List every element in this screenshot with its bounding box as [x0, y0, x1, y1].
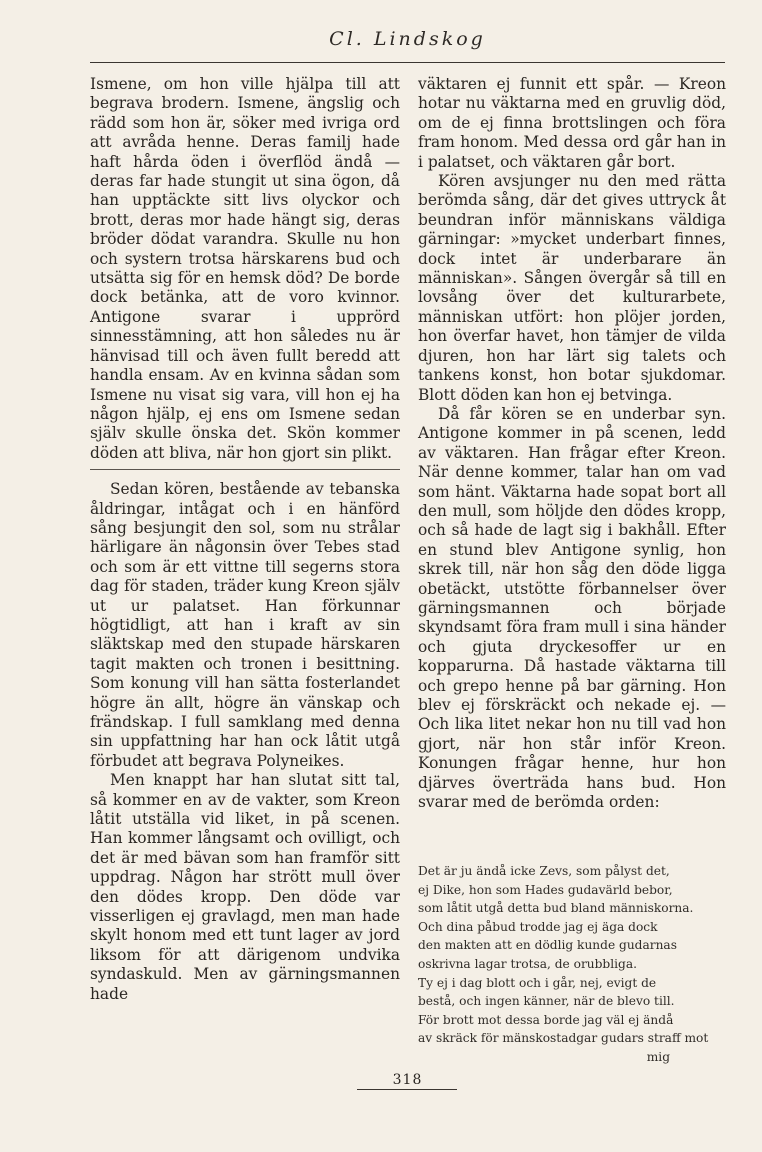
right-column	[418, 75, 726, 812]
paragraph: Ismene, om hon ville hjälpa till att begrava brodern. Ismene, ängslig och rädd som hon är, söker med ivriga ord att avråda henne. Deras familj hade haft hårda öden i överflöd ändå — deras far hade stungit ut sina ögon, då han upptäckte sitt livs olyckor och brott, deras mor hade hängt sig, deras bröder dödat varandra. Skulle nu hon och systern trotsa härskarens bud och utsätta sig för en hemsk död? De borde dock betänka, att de voro kvinnor. Antigone svarar i upprörd sinnesstämning, att hon således nu är hänvisad till och även fullt beredd att handla ensam. Av en kvinna sådan som Ismene nu visat sig vara, vill hon ej ha någon hjälp, ej ens om Ismene sedan själv skulle önska det. Skön kommer döden att bliva, när hon gjort sin plikt.	[90, 75, 400, 462]
poem-line: oskrivna lagar trotsa, de orubbliga.	[418, 956, 637, 971]
poem-line: bestå, och ingen känner, när de blevo till.	[418, 994, 675, 1009]
paragraph: Men knappt har han slutat sitt tal, så kommer en av de vakter, som Kreon låtit utställa vid liket, in på scenen. Han kommer långsamt och ovilligt, och det är med bävan som han framför sitt uppdrag. Någon har strött mull över den dödes kropp. Den döde var visserligen ej gravlagd, men man hade skylt honom med ett tunt lager av jord liksom för att därigenom undvika syndaskuld. Men av gärningsmannen hade	[90, 771, 400, 1003]
paragraph: Då får kören se en underbar syn. Antigone kommer in på scenen, ledd av väktaren. Han frågar efter Kreon. När denne kommer, talar han om vad som hänt. Väktarna hade sopat bort all den mull, som höljde den dödes kropp, och så hade de lagt sig i bakhåll. Efter en stund blev Antigone synlig, hon skrek till, när hon såg den döde ligga obetäckt, utstötte förbannelser över gärningsmannen och började skyndsamt föra fram mull i sina händer och gjuta dryckesoffer ur en kopparurna. Då hastade väktarna till och grepo henne på bar gärning. Hon blev ej förskräckt och nekade ej. — Och lika litet nekar hon nu till vad hon gjort, när hon står inför Kreon. Konungen frågar henne, hur hon djärves överträda hans bud. Hon svarar med de berömda orden:	[418, 404, 726, 812]
poem-line: För brott mot dessa borde jag väl ej ändå	[418, 1012, 674, 1027]
poem-line: Och dina påbud trodde jag ej äga dock	[418, 919, 658, 934]
left-column	[90, 75, 400, 1004]
paragraph: Sedan kören, bestående av tebanska åldringar, intågat och i en hänförd sång besjungit den sol, som nu strålar härligare än någonsin över Tebes stad och som är ett vittne till segerns stora dag för staden, träder kung Kreon själv ut ur palatset. Han förkunnar högtidligt, att han i kraft av sin släktskap med den stupade härskaren tagit makten och tronen i besittning. Som konung vill han sätta fosterlandet högre än allt, högre än vänskap och frändskap. I full samklang med denna sin uppfattning har han ock låtit utgå förbudet att begrava Polyneikes.	[90, 480, 400, 770]
poem-line: mig	[646, 1049, 670, 1064]
section-divider	[90, 469, 400, 470]
running-header: Cl. Lindskog	[329, 28, 486, 50]
poem-line: Ty ej i dag blott och i går, nej, evigt de	[418, 975, 657, 990]
poem-line: som låtit utgå detta bud bland människorna.	[418, 901, 694, 916]
poem-line: ej Dike, hon som Hades gudavärld bebor,	[418, 882, 673, 897]
header-rule	[90, 62, 725, 63]
paragraph: väktaren ej funnit ett spår. — Kreon hotar nu väktarna med en gruvlig död, om de ej finna brottslingen och föra fram honom. Med dessa ord går han in i palatset, och väktaren går bort.	[418, 75, 726, 171]
poem-line: den makten att en dödlig kunde gudarnas	[418, 938, 677, 953]
footer-rule	[357, 1089, 457, 1090]
poem-line: Det är ju ändå icke Zevs, som pålyst det,	[418, 864, 670, 878]
poem-line: av skräck för mänskostadgar gudars straff mot	[418, 1031, 709, 1046]
paragraph: Kören avsjunger nu den med rätta berömda sång, där det gives uttryck åt beundran inför människans väldiga gärningar: »mycket underbart finnes, dock intet är underbarare än människan». Sången övergår så till en lovsång över det kulturarbete, människan utfört: hon plöjer jorden, hon överfar havet, hon tämjer de vilda djuren, hon har lärt sig talets och tankens konst, hon botar sjukdomar. Blott döden kan hon ej betvinga.	[418, 172, 726, 404]
page-number: 318	[392, 1072, 423, 1088]
poem-quotation	[418, 862, 728, 1067]
